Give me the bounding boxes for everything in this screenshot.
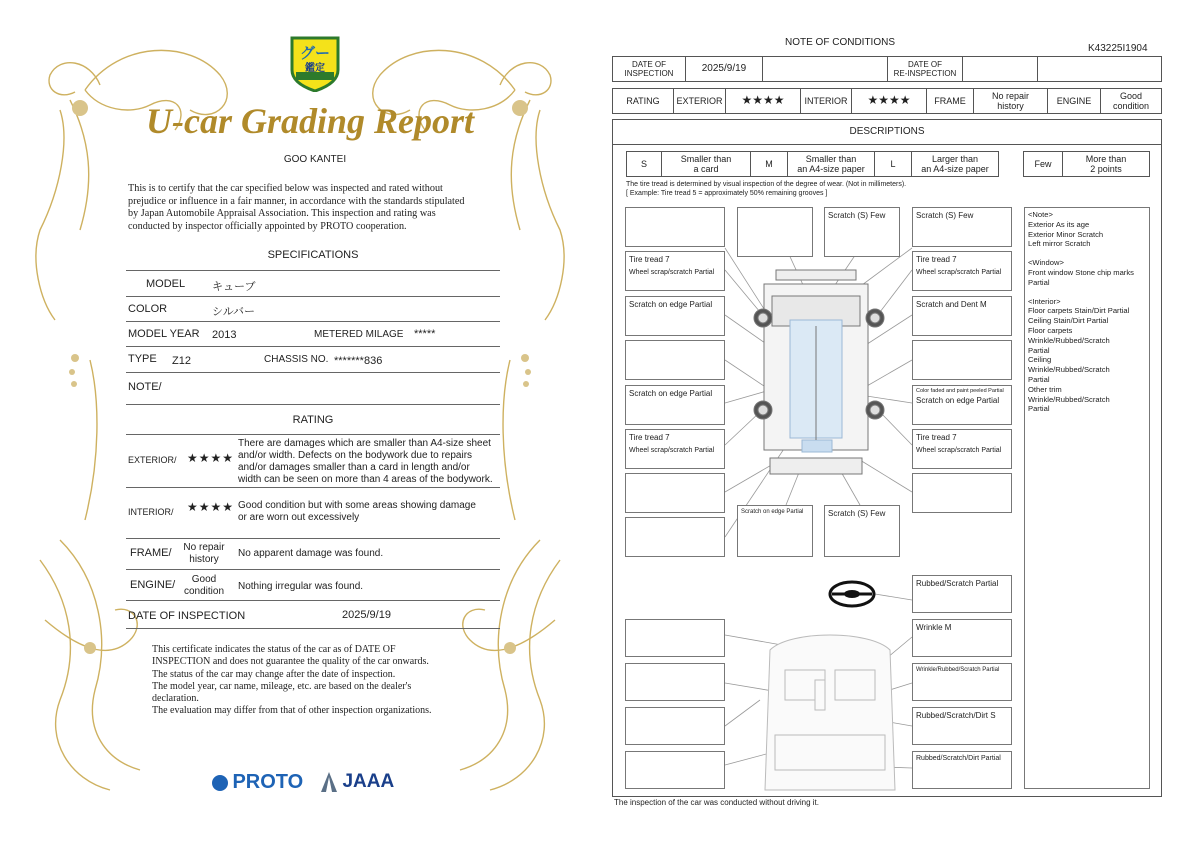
jaaa-mark-icon bbox=[320, 771, 338, 793]
condition-box bbox=[625, 207, 725, 247]
note-line: Partial bbox=[1028, 277, 1050, 287]
condition-box bbox=[625, 473, 725, 513]
condition-box-seat: Rubbed/Scratch/Dirt S bbox=[912, 707, 1012, 745]
condition-box-front-right: Scratch (S) Few bbox=[912, 207, 1012, 247]
type-label: TYPE bbox=[128, 353, 157, 365]
exterior-description bbox=[238, 438, 500, 486]
divider bbox=[126, 296, 500, 297]
model-year-value: 2013 bbox=[212, 329, 237, 341]
spacer bbox=[1028, 249, 1146, 258]
condition-box bbox=[625, 663, 725, 701]
badge-bottom-text: 鑑定 bbox=[305, 63, 325, 74]
cell-text: DATE OF bbox=[907, 59, 943, 69]
box-text: Wheel scrap/scratch Partial bbox=[629, 446, 715, 454]
condition-box bbox=[625, 340, 725, 380]
rating-label-cell: RATING bbox=[612, 88, 674, 114]
cell-text: DATE OF bbox=[631, 59, 667, 69]
exterior-label-cell: EXTERIOR bbox=[673, 88, 726, 114]
disclaimer-line: declaration. bbox=[152, 693, 199, 705]
condition-box-front-right-tire bbox=[912, 251, 1012, 291]
legend-key-m: M bbox=[750, 151, 788, 177]
disclaimer-line: This certificate indicates the status of the car as of DATE OF bbox=[152, 644, 396, 655]
note-line: Floor carpets Stain/Dirt Partial bbox=[1028, 306, 1130, 316]
note-line: Wrinkle/Rubbed/Scratch bbox=[1028, 365, 1110, 375]
jaaa-logo-text: JAAA bbox=[342, 771, 395, 792]
notes-panel bbox=[1024, 207, 1150, 789]
frame-label-cell: FRAME bbox=[926, 88, 974, 114]
jaaa-logo bbox=[320, 771, 394, 793]
note-line: Exterior Minor Scratch bbox=[1028, 229, 1104, 239]
note-line: Wrinkle/Rubbed/Scratch bbox=[1028, 394, 1110, 404]
divider bbox=[126, 372, 500, 373]
conditions-title: NOTE OF CONDITIONS bbox=[785, 37, 895, 48]
report-title: U-car Grading Report bbox=[145, 101, 474, 141]
cell-text: More than bbox=[1085, 153, 1127, 164]
box-text: Scratch on edge Partial bbox=[916, 395, 1000, 405]
note-line: Front window Stone chip marks bbox=[1028, 267, 1134, 277]
frame-value-line: history bbox=[189, 554, 219, 565]
engine-description: Nothing irregular was found. bbox=[238, 581, 364, 592]
reference-number: K43225I1904 bbox=[1088, 43, 1148, 54]
condition-box-right-front: Scratch and Dent M bbox=[912, 296, 1012, 336]
condition-box-front-center: Scratch (S) Few bbox=[824, 207, 900, 257]
cell-text: RE-INSPECTION bbox=[893, 69, 957, 78]
legend-key-s: S bbox=[626, 151, 662, 177]
proto-logo bbox=[212, 771, 303, 794]
descriptions-heading: DESCRIPTIONS bbox=[612, 119, 1162, 145]
tire-note-line: The tire tread is determined by visual inspection of the degree of wear. (Not in millimeters). bbox=[626, 181, 907, 188]
disclaimer-line: The status of the car may change after the date of inspection. bbox=[152, 668, 396, 680]
note-line: Ceiling bbox=[1028, 355, 1052, 365]
notes-heading: <Note> bbox=[1028, 210, 1053, 219]
note-label: NOTE/ bbox=[128, 381, 162, 393]
cell-text: an A4-size paper bbox=[921, 164, 989, 174]
model-label: MODEL bbox=[146, 278, 186, 290]
divider bbox=[126, 321, 500, 322]
condition-box-right-rear bbox=[912, 385, 1012, 425]
legend-key-few: Few bbox=[1023, 151, 1063, 177]
exterior-label: EXTERIOR/ bbox=[128, 455, 177, 465]
condition-box bbox=[912, 473, 1012, 513]
inspection-footer-note: The inspection of the car was conducted without driving it. bbox=[614, 798, 819, 807]
disclaimer-text bbox=[152, 644, 492, 718]
divider bbox=[126, 404, 500, 405]
condition-box-rear-left-tire bbox=[625, 429, 725, 469]
condition-box bbox=[737, 207, 813, 257]
interior-line: Good condition but with some areas showing damage bbox=[238, 500, 476, 511]
frame-description: No apparent damage was found. bbox=[238, 548, 384, 559]
badge-top-text: グー bbox=[299, 45, 330, 62]
frame-value-line: No repair bbox=[183, 542, 225, 553]
interior-line: or are worn out excessively bbox=[238, 512, 360, 523]
certify-line: by Japan Automobile Appraisal Association. This inspection and rating was bbox=[128, 208, 436, 220]
box-text: Tire tread 7 bbox=[916, 433, 957, 442]
exterior-line: width can be seen on more than 4 areas of the bodywork. bbox=[238, 474, 493, 485]
condition-box bbox=[625, 517, 725, 557]
interior-stars: ★★★★ bbox=[187, 500, 235, 514]
box-text: Wheel scrap/scratch Partial bbox=[916, 268, 1002, 276]
divider bbox=[126, 346, 500, 347]
box-text: Wheel scrap/scratch Partial bbox=[629, 268, 715, 276]
note-line: Ceiling Stain/Dirt Partial bbox=[1028, 316, 1109, 326]
note-line: Wrinkle/Rubbed/Scratch bbox=[1028, 335, 1110, 345]
condition-box bbox=[625, 619, 725, 657]
color-label: COLOR bbox=[128, 303, 168, 315]
cell-text: history bbox=[997, 101, 1024, 111]
condition-box-floor: Rubbed/Scratch/Dirt Partial bbox=[912, 751, 1012, 789]
spacer bbox=[1028, 288, 1146, 297]
interior-stars-cell: ★★★★ bbox=[851, 88, 927, 114]
model-value: キューブ bbox=[212, 281, 256, 293]
inspection-date-label: DATE OF INSPECTION bbox=[128, 610, 246, 622]
condition-box-left-front: Scratch on edge Partial bbox=[625, 296, 725, 336]
report-subtitle: GOO KANTEI bbox=[283, 154, 347, 165]
interior-label: INTERIOR/ bbox=[128, 507, 174, 517]
note-of-conditions-page bbox=[600, 0, 1200, 848]
divider bbox=[126, 628, 500, 629]
disclaimer-line: The evaluation may differ from that of other inspection organizations. bbox=[152, 705, 432, 717]
engine-value-line: condition bbox=[183, 586, 225, 597]
divider bbox=[126, 569, 500, 570]
condition-box bbox=[625, 751, 725, 789]
cell-text: 2 points bbox=[1090, 164, 1122, 174]
certify-line: conducted by inspector officially appointed by PROTO cooperation. bbox=[128, 220, 407, 232]
box-text: Tire tread 7 bbox=[629, 433, 670, 442]
disclaimer-line: The model year, car name, mileage, etc. are based on the dealer's bbox=[152, 680, 412, 692]
frame-label: FRAME/ bbox=[130, 547, 172, 559]
divider bbox=[126, 434, 500, 435]
cell-text: a card bbox=[693, 164, 719, 174]
certify-line: This is to certify that the car specified below was inspected and rated without bbox=[128, 183, 443, 194]
type-value: Z12 bbox=[172, 355, 191, 367]
mileage-value: ***** bbox=[414, 328, 436, 340]
notes-heading: <Window> bbox=[1028, 258, 1064, 268]
note-line: Left mirror Scratch bbox=[1028, 239, 1091, 249]
interior-label-cell: INTERIOR bbox=[800, 88, 852, 114]
note-line: Partial bbox=[1028, 345, 1050, 355]
condition-box-rear-left: Scratch on edge Partial bbox=[737, 505, 813, 557]
note-line: Other trim bbox=[1028, 384, 1062, 394]
chassis-value: *******836 bbox=[334, 355, 383, 367]
cell-text: Smaller than bbox=[805, 153, 857, 164]
engine-value-line: Good bbox=[191, 574, 217, 585]
exterior-line: There are damages which are smaller than A4-size sheet bbox=[238, 438, 491, 449]
cell-text: Larger than bbox=[931, 153, 979, 164]
note-line: Partial bbox=[1028, 404, 1050, 414]
condition-box-left-rear: Scratch on edge Partial bbox=[625, 385, 725, 425]
cell-text: No repair bbox=[991, 90, 1029, 101]
proto-logo-text: PROTO bbox=[232, 771, 304, 793]
tire-note-line: [ Example: Tire tread 5 = approximately 50% remaining grooves ] bbox=[626, 190, 828, 197]
notes-heading: <Interior> bbox=[1028, 296, 1061, 306]
divider bbox=[126, 600, 500, 601]
engine-label: ENGINE/ bbox=[130, 579, 176, 591]
engine-label-cell: ENGINE bbox=[1047, 88, 1101, 114]
cell-text: an A4-size paper bbox=[797, 164, 865, 174]
box-text: Wheel scrap/scratch Partial bbox=[916, 446, 1002, 454]
condition-box-rear-center: Scratch (S) Few bbox=[824, 505, 900, 557]
cell-text: Good bbox=[1119, 90, 1143, 101]
condition-box-trim: Wrinkle/Rubbed/Scratch Partial bbox=[912, 663, 1012, 701]
box-text: Tire tread 7 bbox=[629, 255, 670, 264]
goo-kantei-badge bbox=[288, 32, 342, 92]
exterior-stars: ★★★★ bbox=[187, 451, 235, 465]
inspection-date-value: 2025/9/19 bbox=[342, 609, 391, 621]
color-value: シルバー bbox=[212, 306, 255, 318]
condition-box-rear-right-tire bbox=[912, 429, 1012, 469]
steering-wheel-icon bbox=[830, 582, 874, 606]
divider bbox=[126, 487, 500, 488]
mileage-label: METERED MILAGE bbox=[314, 329, 404, 340]
condition-box-ceiling: Wrinkle M bbox=[912, 619, 1012, 657]
specifications-heading: SPECIFICATIONS bbox=[267, 249, 359, 261]
rating-heading: RATING bbox=[292, 414, 334, 426]
condition-box-steering: Rubbed/Scratch Partial bbox=[912, 575, 1012, 613]
note-line: Floor carpets bbox=[1028, 325, 1073, 335]
engine-value bbox=[174, 574, 234, 598]
condition-box bbox=[625, 707, 725, 745]
note-line: Partial bbox=[1028, 374, 1050, 384]
disclaimer-line: INSPECTION and does not guarantee the quality of the car onwards. bbox=[152, 656, 429, 668]
exterior-stars-cell: ★★★★ bbox=[725, 88, 801, 114]
inspection-date-cell: 2025/9/19 bbox=[685, 56, 763, 82]
note-line: Exterior As its age bbox=[1028, 219, 1090, 229]
certification-text bbox=[128, 183, 508, 233]
box-text: Tire tread 7 bbox=[916, 255, 957, 264]
interior-description bbox=[238, 500, 500, 524]
exterior-line: and/or width. Defects on the bodywork due to repairs bbox=[238, 450, 473, 461]
chassis-label: CHASSIS NO. bbox=[264, 354, 329, 365]
exterior-line: and/or damages smaller than a card in length and/or bbox=[238, 462, 470, 473]
divider bbox=[126, 270, 500, 271]
condition-box bbox=[912, 340, 1012, 380]
legend-key-l: L bbox=[874, 151, 912, 177]
box-text: Color faded and paint peeled Partial bbox=[916, 388, 1004, 394]
cell-text: condition bbox=[1112, 101, 1150, 111]
frame-value bbox=[174, 542, 234, 566]
divider bbox=[126, 538, 500, 539]
cell-text: Smaller than bbox=[680, 153, 732, 164]
cell-text: INSPECTION bbox=[624, 69, 674, 78]
condition-box-front-left-tire bbox=[625, 251, 725, 291]
certify-line: prejudice or influence in a fair manner, in accordance with the standards stipulated bbox=[128, 195, 465, 207]
model-year-label: MODEL YEAR bbox=[128, 328, 200, 340]
proto-mark-icon bbox=[212, 775, 228, 791]
